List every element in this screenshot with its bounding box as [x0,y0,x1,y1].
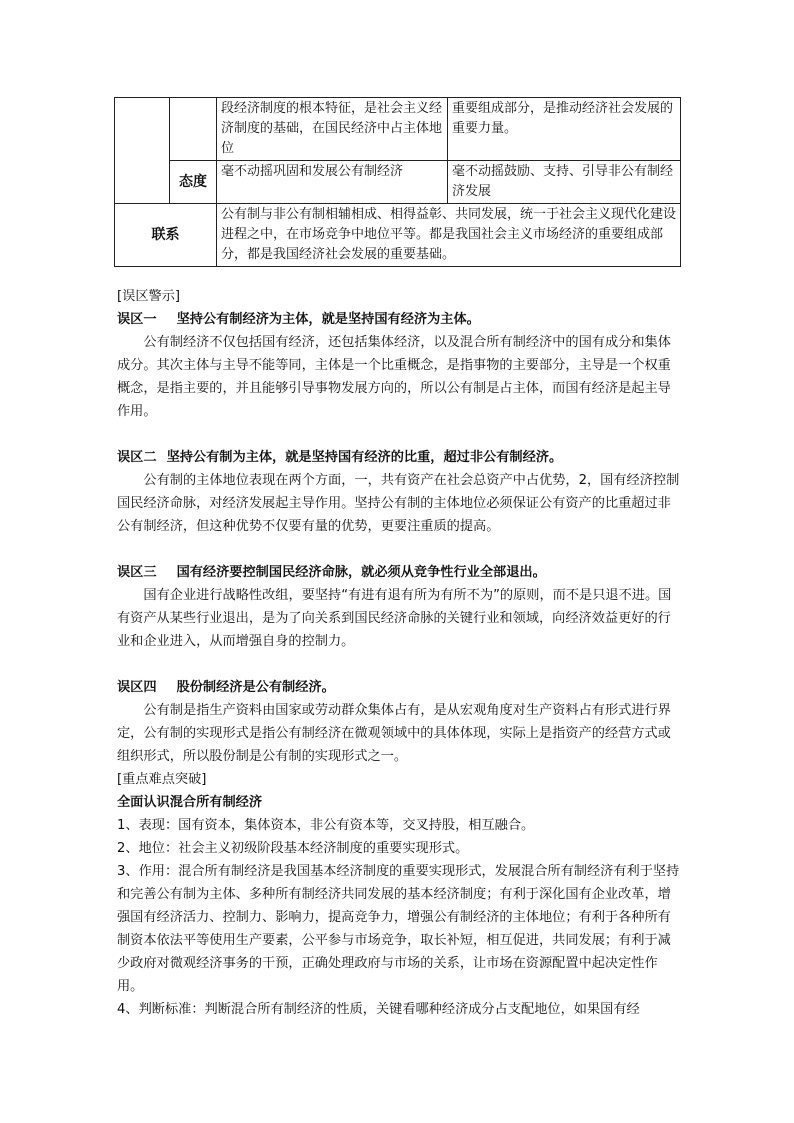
comparison-table [114,97,681,267]
table-row [115,98,681,161]
misconception-label: 误区一 [117,312,157,327]
list-item: 2、地位：社会主义初级阶段基本经济制度的重要实现形式。 [117,841,469,856]
table-cell: 重要组成部分，是推动经济社会发展的重要力量。 [448,98,681,161]
row-label-relation: 联系 [115,204,217,267]
table-cell: 段经济制度的根本特征，是社会主义经济制度的基础，在国民经济中占主体地位 [217,98,448,161]
misconception-label: 误区三 [117,565,157,580]
table-row [115,204,681,267]
misconception-label: 误区四 [117,680,157,695]
table-cell: 毫不动摇巩固和发展公有制经济 [217,161,448,204]
list-item: 1、表现：国有资本，集体资本，非公有资本等，交叉持股，相互融合。 [117,818,535,833]
section-subheading: 全面认识混合所有制经济 [117,795,263,810]
table-cell-empty [170,98,217,161]
table-cell-empty [115,98,170,204]
misconception-statement: 国有经济要控制国民经济命脉，就必须从竞争性行业全部退出。 [176,565,546,580]
list-item: 3、作用：混合所有制经济是我国基本经济制度的重要实现形式，发展混合所有制经济有利于坚持和完善公有制为主体、多种所有制经济共同发展的基本经济制度；有利于深化国有企业改革，增强国有经济活力、控制力、影响力，提高竞争力，增强公有制经济的主体地位；有利于各种所有制资本依法平等使用生产要素，公平参与市场竞争，取长补短，相互促进，共同发展；有利于减少政府对微观经济事务的干预，正确处理政府与市场的关系，让市场在资源配置中起决定性作用。 [117,864,680,994]
list-item: 4、判断标准：判断混合所有制经济的性质，关键看哪种经济成分占支配地位，如果国有经 [117,1002,640,1017]
table-cell: 公有制与非公有制相辅相成、相得益彰、共同发展，统一于社会主义现代化建设进程之中，在市场竞争中地位平等。都是我国社会主义市场经济的重要组成部分，都是我国经济社会发展的重要基础。 [217,204,681,267]
spacer [117,423,683,446]
misconception-statement: 股份制经济是公有制经济。 [176,680,335,695]
misconception-body: 公有制是指生产资料由国家或劳动群众集体占有，是从宏观角度对生产资料占有形式进行界定，公有制的实现形式是指公有制经济在微观领域中的具体体现，实际上是指资产的经营方式或组织形式，所以股份制是公有制的实现形式之一。 [117,703,671,764]
misconception-label: 误区二 [117,450,157,465]
misconception-section [117,285,683,1021]
spacer [117,653,683,676]
table-cell: 毫不动摇鼓励、支持、引导非公有制经济发展 [448,161,681,204]
section-heading: [误区警示] [117,289,181,304]
misconception-title [117,308,683,331]
section-heading: [重点难点突破] [117,772,207,787]
misconception-statement: 坚持公有制为主体，就是坚持国有经济的比重，超过非公有制经济。 [166,450,563,465]
row-label-attitude: 态度 [170,161,217,204]
misconception-title [117,561,683,584]
table-row [115,161,681,204]
misconception-body: 国有企业进行战略性改组，要坚持“有进有退有所为有所不为”的原则，而不是只退不进。国有资产从某些行业退出，是为了向关系到国民经济命脉的关键行业和领域，向经济效益更好的行业和企业进入，从而增强自身的控制力。 [117,588,672,649]
spacer [117,538,683,561]
misconception-title [117,446,683,469]
misconception-body: 公有制经济不仅包括国有经济，还包括集体经济，以及混合所有制经济中的国有成分和集体成分。其次主体与主导不能等同，主体是一个比重概念，是指事物的主要部分，主导是一个权重概念，是指主要的，并且能够引导事物发展方向的，所以公有制是占主体，而国有经济是起主导作用。 [117,335,671,419]
misconception-statement: 坚持公有制经济为主体，就是坚持国有经济为主体。 [176,312,480,327]
misconception-body: 公有制的主体地位表现在两个方面，一，共有资产在社会总资产中占优势，2，国有经济控制国民经济命脉，对经济发展起主导作用。坚持公有制的主体地位必须保证公有资产的比重超过非公有制经济，但这种优势不仅要有量的优势，更要注重质的提高。 [117,473,680,534]
misconception-title [117,676,683,699]
